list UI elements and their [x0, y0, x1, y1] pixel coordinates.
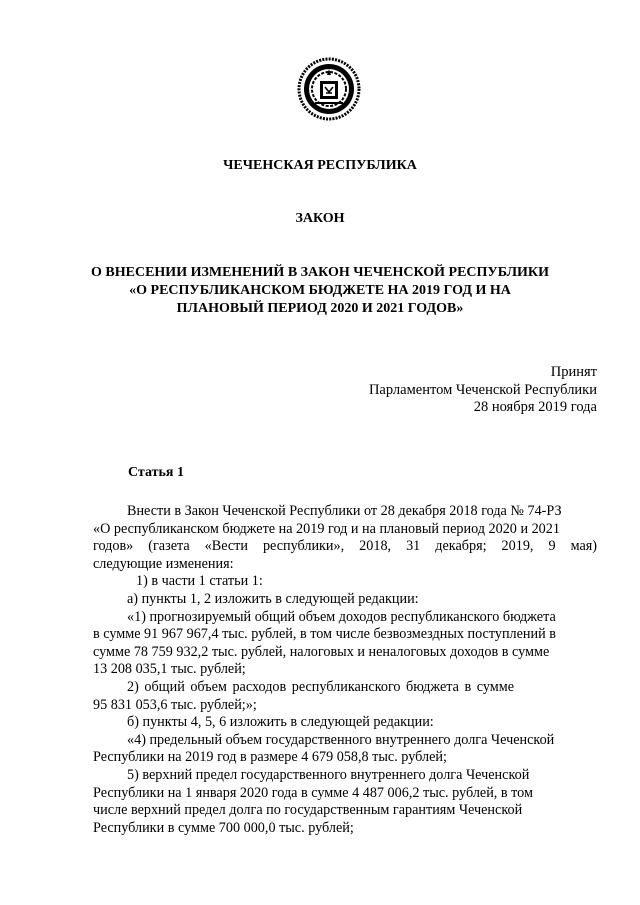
- article-line: сумме 78 759 932,2 тыс. рублей, налоговых и неналоговых доходов в сумме: [93, 643, 550, 660]
- republic-heading: ЧЕЧЕНСКАЯ РЕСПУБЛИКА: [223, 158, 417, 173]
- adoption-block: [369, 364, 597, 417]
- article-line: а) пункты 1, 2 изложить в следующей редакции:: [127, 590, 419, 607]
- law-title: [0, 264, 640, 318]
- article-line: 13 208 035,1 тыс. рублей;: [93, 661, 246, 678]
- article-line: числе верхний предел долга по государственным гарантиям Чеченской: [93, 802, 523, 819]
- article-line: в сумме 91 967 967,4 тыс. рублей, в том числе безвозмездных поступлений в: [93, 626, 556, 643]
- adoption-line: Принят: [550, 364, 597, 380]
- article-heading: Статья 1: [128, 465, 184, 480]
- article-line: «1) прогнозируемый общий объем доходов республиканского бюджета: [127, 608, 556, 625]
- article-body: [93, 503, 597, 837]
- adoption-line: Парламентом Чеченской Республики: [368, 381, 597, 398]
- article-line: Республики на 2019 год в размере 4 679 058,8 тыс. рублей;: [93, 749, 447, 766]
- adoption-line: 28 ноября 2019 года: [473, 399, 597, 415]
- article-line: 2) общий объем расходов республиканского бюджета в сумме: [127, 678, 515, 695]
- article-line: Республики в сумме 700 000,0 тыс. рублей;: [93, 819, 354, 836]
- article-line: 5) верхний предел государственного внутреннего долга Чеченской: [127, 766, 530, 783]
- article-line: 1) в части 1 статьи 1:: [136, 573, 263, 590]
- article-line: Республики на 1 января 2020 года в сумме 4 487 006,2 тыс. рублей, в том: [93, 784, 533, 801]
- article-line: годов» (газета «Вести республики», 2018, 31 декабря; 2019, 9 мая): [93, 538, 597, 555]
- coat-of-arms-icon: [297, 57, 361, 121]
- law-title-line: О ВНЕСЕНИИ ИЗМЕНЕНИЙ В ЗАКОН ЧЕЧЕНСКОЙ РЕСПУБЛИКИ: [91, 265, 549, 280]
- article-line: Внести в Закон Чеченской Республики от 28 декабря 2018 года № 74-РЗ: [127, 503, 562, 519]
- law-heading: ЗАКОН: [295, 211, 345, 226]
- article-line: б) пункты 4, 5, 6 изложить в следующей редакции:: [127, 714, 434, 731]
- article-line: «О республиканском бюджете на 2019 год и на плановый период 2020 и 2021: [93, 520, 560, 537]
- article-line: 95 831 053,6 тыс. рублей;»;: [93, 696, 257, 713]
- article-line: следующие изменения:: [93, 555, 234, 572]
- law-title-line: «О РЕСПУБЛИКАНСКОМ БЮДЖЕТЕ НА 2019 ГОД И НА: [129, 283, 511, 298]
- article-line: «4) предельный объем государственного внутреннего долга Чеченской: [127, 731, 555, 748]
- law-title-line: ПЛАНОВЫЙ ПЕРИОД 2020 И 2021 ГОДОВ»: [176, 301, 464, 316]
